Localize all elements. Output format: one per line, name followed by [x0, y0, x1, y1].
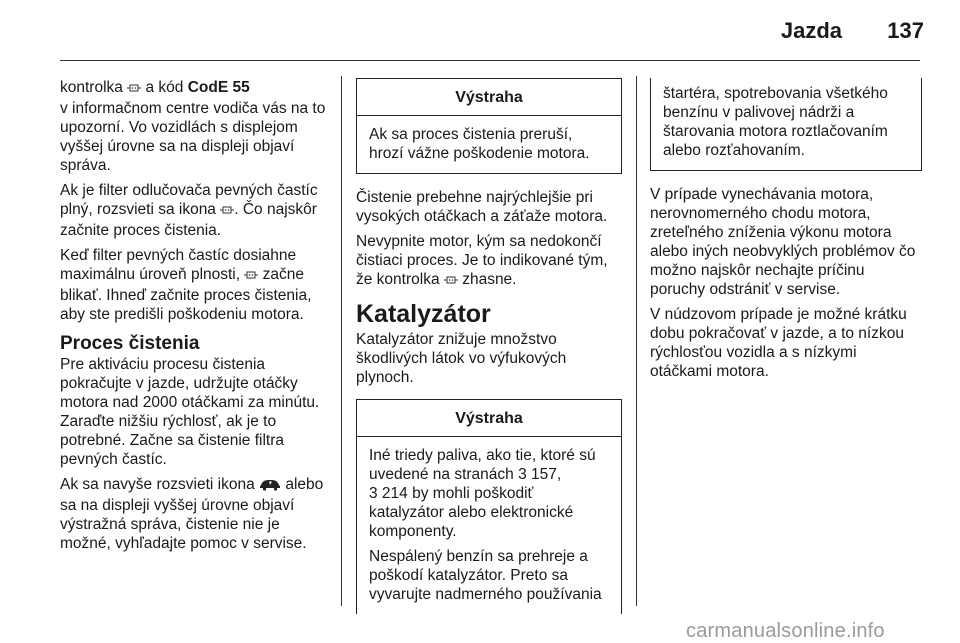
- car-service-icon: [259, 477, 281, 496]
- text: kontrolka: [60, 79, 128, 96]
- warning-title: Výstraha: [357, 400, 621, 437]
- paragraph: [60, 475, 332, 553]
- warning-title: Výstraha: [357, 79, 621, 116]
- text: Nevypnite motor, kým sa nedokončí čistiaci proces. Je to indikované tým, že kontrolka: [356, 233, 608, 288]
- warning-body: [357, 437, 621, 614]
- paragraph: [60, 78, 332, 175]
- warning-text: Ak sa proces čistenia preruší, hrozí vážne poškodenie motora.: [369, 126, 590, 162]
- warning-text: štartéra, spotrebovania všetkého benzínu v palivovej nádrži a štarovania motora roztlačovaním alebo rozťahovaním.: [663, 85, 888, 159]
- page-reference[interactable]: 3 157,: [518, 466, 562, 483]
- paragraph: [356, 232, 622, 291]
- code-text: CodE 55: [187, 79, 250, 96]
- warning-body: [651, 78, 921, 170]
- column-1: [60, 78, 332, 559]
- column-divider-2: [636, 76, 637, 606]
- text: Ak je filter odlučovača pevných častíc plný, rozsvieti sa ikona: [60, 182, 318, 218]
- paragraph: Pre aktiváciu procesu čistenia pokračujte v jazde, udržujte otáčky motora nad 2000 otáčkami za minútu. Zaraďte nižšiu rýchlosť, ak je to potrebné. Začne sa čistenie filtra pevných častíc.: [60, 356, 320, 468]
- paragraph: [60, 246, 332, 324]
- warning-box: [356, 399, 622, 614]
- diesel-particle-filter-icon: [127, 80, 141, 99]
- warning-box: [356, 78, 622, 174]
- watermark: carmanualsonline.info: [686, 620, 885, 642]
- diesel-particle-filter-icon: [244, 267, 258, 286]
- paragraph: Katalyzátor znižuje množstvo škodlivých látok vo výfukových plynoch.: [356, 331, 567, 386]
- text: Ak sa navyše rozsvieti ikona: [60, 476, 260, 493]
- paragraph: V prípade vynechávania motora, nerovnomerného chodu motora, zreteľného zníženia výkonu motora alebo iných neobvyklých problémov čo možno najskôr nechajte príčinu poruchy odstrániť v servise.: [650, 186, 916, 298]
- warning-box-continued: [650, 78, 922, 171]
- text: a kód: [141, 79, 188, 96]
- column-3: [650, 78, 922, 387]
- paragraph: Čistenie prebehne najrýchlejšie pri vysokých otáčkach a záťaže motora.: [356, 189, 608, 225]
- section-heading: Katalyzátor: [356, 300, 491, 328]
- section-heading: Proces čistenia: [60, 333, 200, 354]
- warning-text: [369, 446, 611, 541]
- column-2: [356, 78, 622, 624]
- section-title: Jazda: [780, 18, 842, 43]
- page-header: [0, 0, 960, 62]
- warning-text: Nespálený benzín sa prehreje a poškodí katalyzátor. Preto sa vyvarujte nadmerného používania: [369, 548, 602, 603]
- text: Keď filter pevných častíc dosiahne maximálnu úroveň plnosti,: [60, 247, 297, 283]
- text: zhasne.: [457, 271, 517, 288]
- paragraph: [60, 181, 332, 240]
- diesel-particle-filter-icon: [220, 202, 234, 221]
- page-reference[interactable]: 3 214: [369, 485, 408, 502]
- text: . Čo najskôr začnite proces čistenia.: [60, 201, 317, 239]
- text: v informačnom centre vodiča vás na to upozorní. Vo vozidlách s displejom vyššej úrovne sa na displeji objaví správa.: [60, 100, 326, 174]
- text: by mohli poškodiť katalyzátor alebo elektronické komponenty.: [369, 485, 574, 540]
- page-number: 137: [887, 18, 924, 43]
- warning-body: [357, 116, 621, 173]
- diesel-particle-filter-icon: [444, 272, 458, 291]
- text: Iné triedy paliva, ako tie, ktoré sú uvedené na stranách: [369, 447, 596, 483]
- text: začne blikať. Ihneď začnite proces čistenia, aby ste predišli poškodeniu motora.: [60, 266, 312, 323]
- text: alebo sa na displeji vyššej úrovne objaví výstražná správa, čistenie nie je možné, vyhľadajte pomoc v servise.: [60, 476, 324, 552]
- header-rule: [60, 60, 920, 61]
- paragraph: V núdzovom prípade je možné krátku dobu pokračovať v jazde, a to nízkou rýchlosťou vozidla a s nízkymi otáčkami motora.: [650, 306, 907, 380]
- column-divider-1: [341, 76, 342, 606]
